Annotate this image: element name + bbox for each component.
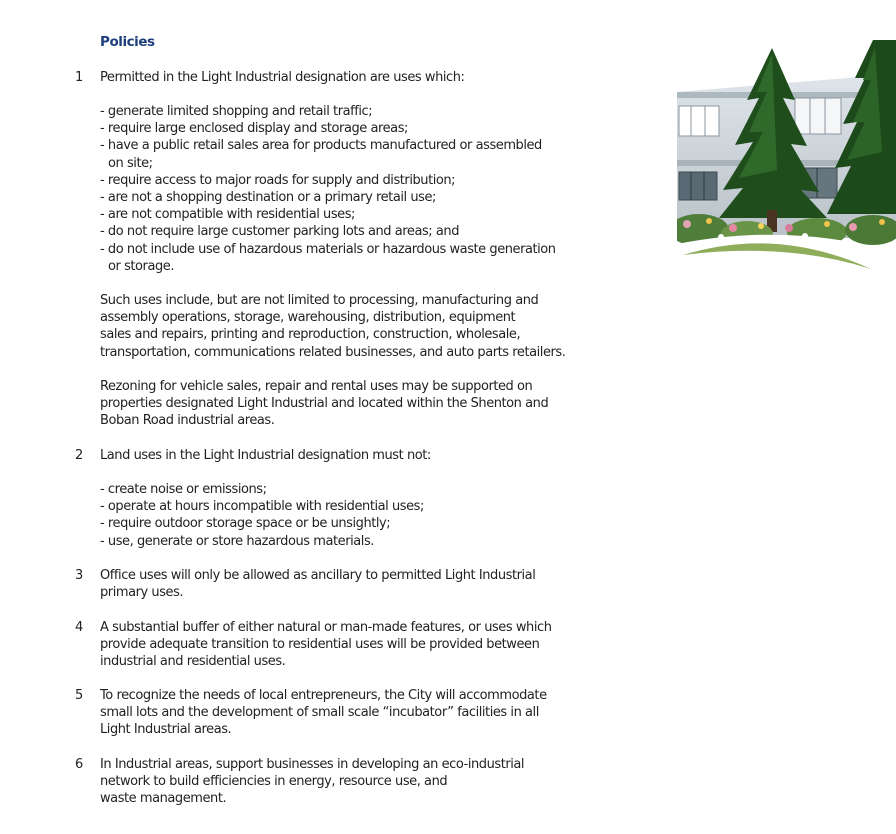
paragraph-line: primary uses. xyxy=(100,585,184,601)
bullet-item: - require access to major roads for supply and distribution; xyxy=(100,172,456,188)
bullet-item: - are not a shopping destination or a primary retail use; xyxy=(100,190,436,206)
bullet-item: - require outdoor storage space or be unsightly; xyxy=(100,516,391,532)
policy-3 xyxy=(100,567,580,601)
policy-number-6: 6 xyxy=(75,757,83,772)
paragraph-line: Such uses include, but are not limited to processing, manufacturing and xyxy=(100,293,539,308)
policy-2-bullet-list xyxy=(100,481,580,550)
policy-number-5: 5 xyxy=(75,688,83,703)
bullet-item: - require large enclosed display and storage areas; xyxy=(100,121,408,137)
bullet-item-continuation: or storage. xyxy=(108,258,174,274)
paragraph-line: provide adequate transition to residential uses will be provided between xyxy=(100,637,540,653)
paragraph-line: Rezoning for vehicle sales, repair and rental uses may be supported on xyxy=(100,379,533,394)
bullet-item-continuation: on site; xyxy=(108,155,153,171)
paragraph-line: properties designated Light Industrial and located within the Shenton and xyxy=(100,396,549,412)
policy-2-intro: Land uses in the Light Industrial designation must not: xyxy=(100,448,431,463)
bullet-item: - create noise or emissions; xyxy=(100,482,267,497)
policy-1-bullet-list xyxy=(100,103,580,275)
bullet-item: - use, generate or store hazardous materials. xyxy=(100,533,374,549)
policy-1-paragraph-rezoning xyxy=(100,378,580,430)
paragraph-line: waste management. xyxy=(100,791,227,807)
paragraph-line: industrial and residential uses. xyxy=(100,654,286,670)
bullet-item: - operate at hours incompatible with residential uses; xyxy=(100,499,424,515)
bullet-item: - generate limited shopping and retail traffic; xyxy=(100,104,373,119)
policy-number-1: 1 xyxy=(75,70,83,85)
paragraph-line: A substantial buffer of either natural or man-made features, or uses which xyxy=(100,620,552,635)
paragraph-line: sales and repairs, printing and reproduction, construction, wholesale, xyxy=(100,327,521,343)
bullet-item: - do not require large customer parking lots and areas; and xyxy=(100,224,460,240)
policy-number-2: 2 xyxy=(75,448,83,463)
paragraph-line: Light Industrial areas. xyxy=(100,722,232,738)
policy-5 xyxy=(100,687,580,739)
bullet-item: - do not include use of hazardous materials or hazardous waste generation xyxy=(100,241,556,257)
paragraph-line: small lots and the development of small scale “incubator” facilities in all xyxy=(100,705,539,721)
paragraph-line: Boban Road industrial areas. xyxy=(100,413,275,429)
policy-2 xyxy=(100,447,580,464)
policy-4 xyxy=(100,619,580,671)
policy-number-4: 4 xyxy=(75,620,83,635)
industrial-building-photo xyxy=(677,40,896,272)
policy-1 xyxy=(100,69,580,86)
bullet-item: - have a public retail sales area for products manufactured or assembled xyxy=(100,138,542,154)
bullet-item: - are not compatible with residential uses; xyxy=(100,207,355,223)
policy-6 xyxy=(100,756,580,808)
policy-number-3: 3 xyxy=(75,568,83,583)
paragraph-line: network to build efficiencies in energy, resource use, and xyxy=(100,774,448,790)
section-heading: Policies xyxy=(100,34,155,50)
policy-1-paragraph-uses xyxy=(100,292,580,361)
paragraph-line: In Industrial areas, support businesses in developing an eco-industrial xyxy=(100,757,525,772)
paragraph-line: transportation, communications related businesses, and auto parts retailers. xyxy=(100,344,566,360)
paragraph-line: To recognize the needs of local entrepreneurs, the City will accommodate xyxy=(100,688,547,703)
policy-1-intro: Permitted in the Light Industrial designation are uses which: xyxy=(100,70,465,85)
paragraph-line: assembly operations, storage, warehousing, distribution, equipment xyxy=(100,310,516,326)
paragraph-line: Office uses will only be allowed as ancillary to permitted Light Industrial xyxy=(100,568,536,583)
